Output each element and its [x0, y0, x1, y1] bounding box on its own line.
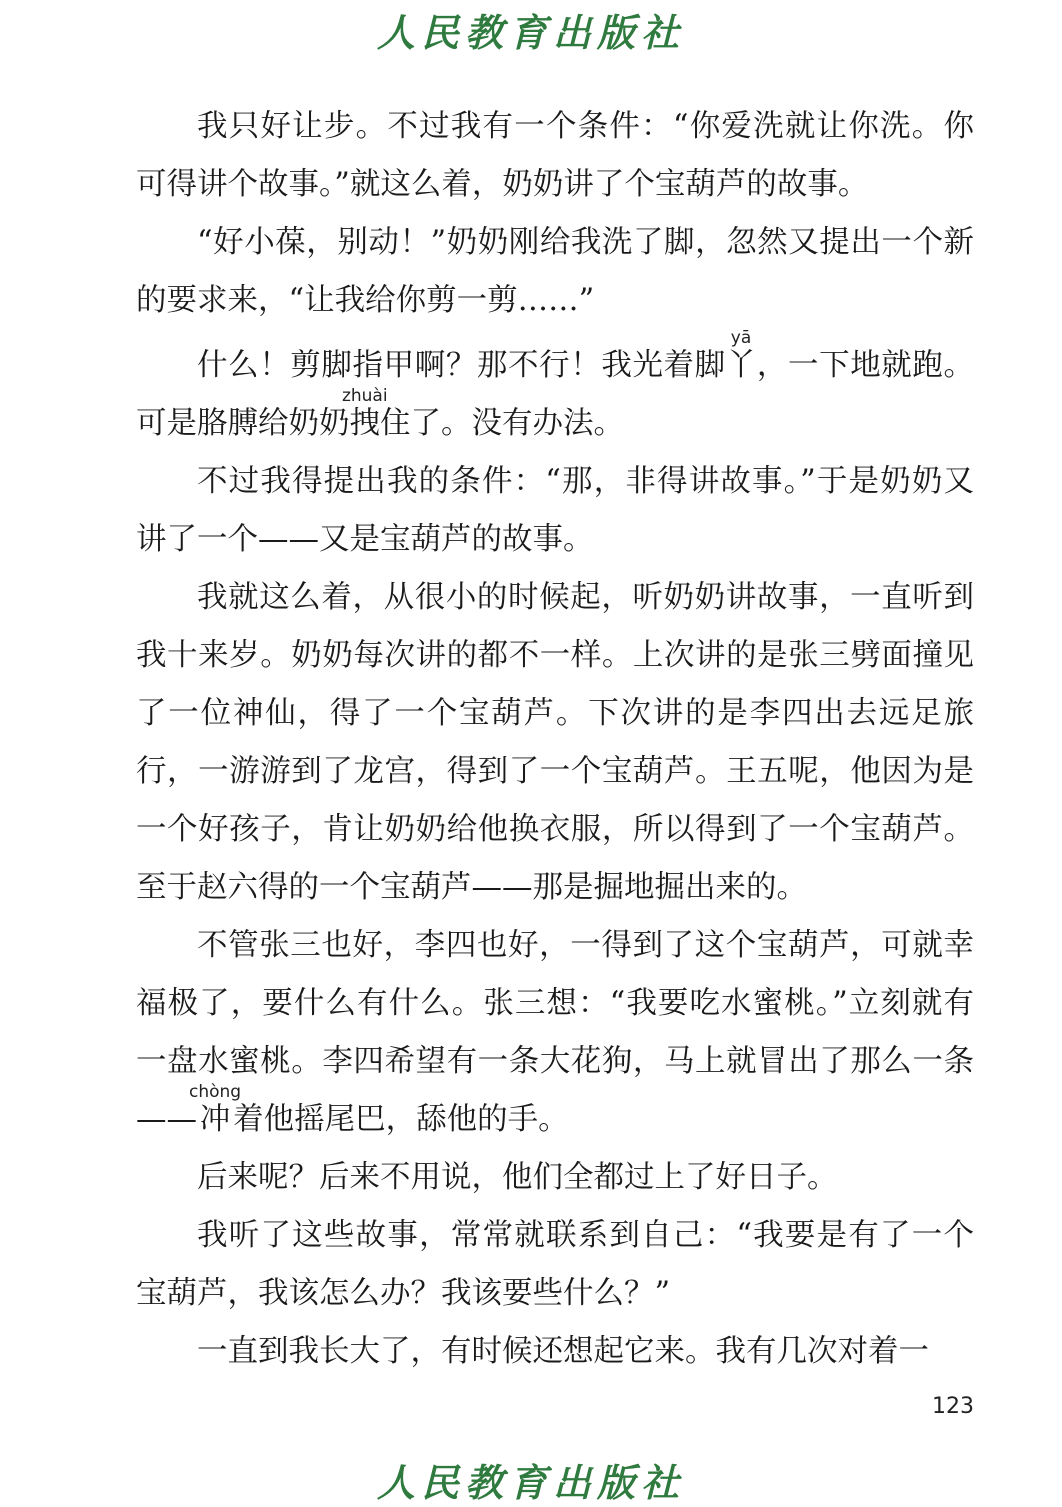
- text-run: 一直到我长大了，有时候还想起它来。我有几次对着一: [197, 1334, 929, 1369]
- pinyin-annotation: zhuài: [341, 386, 388, 406]
- body-paragraph: [136, 330, 974, 453]
- text-run: 不管张三也好，李四也好，一得到了这个宝葫芦，可就幸福极了，要什么有什么。张三想：“我要吃水蜜桃。”立刻就有一盘水蜜桃。李四希望有一条大花狗，马上就冒出了那么一条——: [136, 928, 974, 1137]
- text-run: 后来呢？后来不用说，他们全都过上了好日子。: [197, 1160, 838, 1195]
- pinyin-annotated-char: 丫yā: [725, 328, 757, 383]
- text-run: “好小葆，别动！”奶奶刚给我洗了脚，忽然又提出一个新的要求来，“让我给你剪一剪……”: [136, 225, 974, 318]
- body-paragraph: [136, 917, 974, 1149]
- page-body-text: [136, 98, 974, 1381]
- body-paragraph: [136, 1323, 974, 1381]
- text-run: 我听了这些故事，常常就联系到自己：“我要是有了一个宝葫芦，我该怎么办？我该要些什么？”: [136, 1218, 974, 1311]
- text-run: 不过我得提出我的条件：“那，非得讲故事。”于是奶奶又讲了一个——又是宝葫芦的故事。: [136, 464, 974, 557]
- text-run: 我就这么着，从很小的时候起，听奶奶讲故事，一直听到我十来岁。奶奶每次讲的都不一样。上次讲的是张三劈面撞见了一位神仙，得了一个宝葫芦。下次讲的是李四出去远足旅行，一游游到了龙宫，得到了一个宝葫芦。王五呢，他因为是一个好孩子，肯让奶奶给他换衣服，所以得到了一个宝葫芦。至于赵六得的一个宝葫芦——那是掘地掘出来的。: [136, 580, 974, 905]
- body-paragraph: [136, 214, 974, 330]
- page-number: 123: [932, 1394, 974, 1419]
- body-paragraph: [136, 1207, 974, 1323]
- publisher-footer-logo: 人民教育出版社: [376, 1460, 685, 1505]
- text-run: 着他摇尾巴，舔他的手。: [233, 1102, 569, 1137]
- text-run: 住了。没有办法。: [380, 406, 624, 441]
- pinyin-annotated-char: 拽zhuài: [341, 386, 388, 441]
- pinyin-annotation: chòng: [189, 1082, 242, 1102]
- body-paragraph: [136, 569, 974, 917]
- publisher-header-logo: 人民教育出版社: [376, 10, 685, 55]
- pinyin-annotation: yā: [725, 328, 757, 348]
- pinyin-annotated-char: 冲chòng: [189, 1082, 242, 1137]
- body-paragraph: [136, 453, 974, 569]
- text-run: ，一下地就跑。可是胳膊给奶奶: [136, 348, 975, 441]
- text-run: 什么！剪脚指甲啊？那不行！我光着脚: [197, 348, 726, 383]
- text-run: 我只好让步。不过我有一个条件：“你爱洗就让你洗。你可得讲个故事。”就这么着，奶奶讲了个宝葫芦的故事。: [136, 109, 974, 202]
- body-paragraph: [136, 98, 974, 214]
- body-paragraph: [136, 1149, 974, 1207]
